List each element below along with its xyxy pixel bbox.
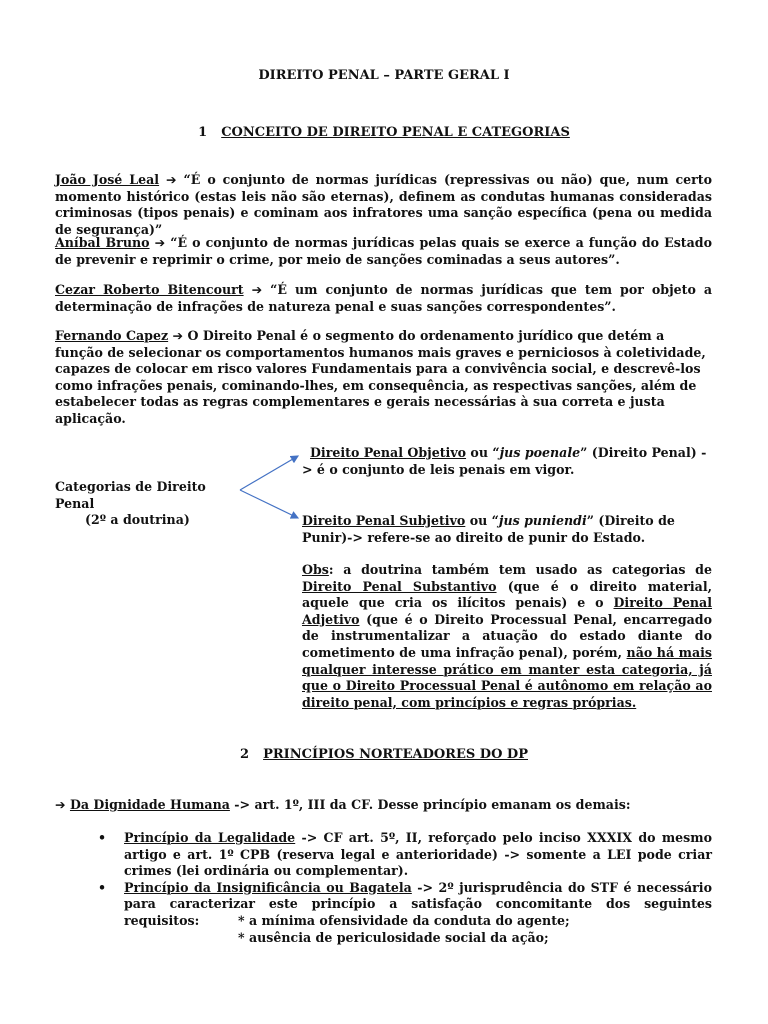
arrow-right-icon: ➔	[166, 172, 177, 187]
subjective-latin-term: jus puniendi	[498, 513, 587, 528]
insignificance-description: -> 2º jurisprudência do STF é necessário para caracterizar este princípio a satisfação concomitante dos seguintes requisitos:	[124, 879, 712, 928]
observation-note	[302, 562, 712, 711]
obs-emphasis: não há mais qualquer interesse prático em manter esta categoria, já que o Direito Processual Penal é autônomo em relação ao direito penal, com princípios e regras próprias.	[302, 644, 712, 710]
subjective-law-description: ” (Direito de Punir)-> refere-se ao direito de punir do Estado.	[302, 513, 675, 545]
subjective-connector: ou “	[465, 513, 499, 528]
obs-term-adjective: Direito Penal Adjetivo	[302, 595, 713, 627]
subjective-law-term: Direito Penal Subjetivo	[302, 513, 466, 528]
bullet-icon: •	[98, 879, 107, 895]
section-2-heading	[0, 747, 768, 764]
categories-label-source: (2º a doutrina)	[85, 512, 190, 528]
bullet-icon: •	[98, 830, 107, 845]
obs-term-substantive: Direito Penal Substantivo	[302, 578, 497, 594]
requirement-item: * ausência de periculosidade social da ação;	[238, 929, 549, 945]
definition-text: O Direito Penal é o segmento do ordenamento jurídico que detém a função de selecionar os comportamentos humanos mais graves e perniciosos à coletividade, capazes de colocar em risco valores Fundamentais para a convivência social, e descrevê-los como infrações penais, cominando-lhes, em consequência, as respectivas sanções, além de estabelecer todas as regras complementares e gerais necessárias à sua correta e justa aplicação.	[55, 328, 706, 426]
author-name: Cezar Roberto Bitencourt	[55, 282, 244, 297]
section-2-number: 2	[240, 747, 250, 762]
category-arrows-diagram	[236, 450, 306, 522]
section-1-title: CONCEITO DE DIREITO PENAL E CATEGORIAS	[221, 125, 570, 140]
definition-bitencourt	[55, 282, 712, 315]
obs-text-3: (que é o Direito Processual Penal, encarregado de instrumentalizar a atuação do estado diante do cometimento de uma infração penal), porém,	[302, 611, 712, 660]
legality-term: Princípio da Legalidade	[124, 830, 296, 845]
definition-text: “É o conjunto de normas jurídicas (repressivas ou não) que, num certo momento histórico (estas leis não são eternas), definem as condutas humanas consideradas criminosas (tipos penais) e cominam aos infratores uma sanção específica (pena ou medida de segurança)”	[55, 172, 713, 237]
definition-leal	[55, 172, 712, 238]
categories-label-title: Categorias de Direito Penal	[55, 479, 206, 511]
arrow-right-icon: ➔	[172, 328, 184, 343]
requirements-list	[55, 913, 712, 946]
list-item	[55, 830, 712, 880]
requirement-item: * a mínima ofensividade da conduta do agente;	[238, 913, 570, 928]
subjective-law-entry	[302, 513, 712, 546]
definition-capez	[55, 328, 715, 428]
arrow-to-objective	[240, 456, 298, 490]
author-name: Fernando Capez	[55, 328, 169, 343]
dignity-principle	[55, 797, 712, 814]
insignificance-term: Princípio da Insignificância ou Bagatela	[124, 879, 412, 895]
categories-label	[55, 479, 240, 529]
obs-label: Obs	[302, 562, 329, 577]
document-title: DIREITO PENAL – PARTE GERAL I	[258, 68, 510, 83]
definition-text: “É um conjunto de normas jurídicas que tem por objeto a determinação de infrações de natureza penal e suas sanções correspondentes”.	[55, 282, 712, 314]
objective-law-description: ” (Direito Penal) -> é o conjunto de leis penais em vigor.	[302, 445, 707, 477]
arrow-right-icon: ➔	[55, 797, 66, 812]
objective-law-term: Direito Penal Objetivo	[310, 445, 467, 460]
definition-text: “É o conjunto de normas jurídicas pelas quais se exerce a função do Estado de prevenir e reprimir o crime, por meio de sanções cominadas a seus autores”.	[55, 235, 712, 267]
definition-bruno	[55, 235, 712, 268]
arrow-right-icon: ➔	[251, 282, 263, 297]
section-1-number: 1	[198, 125, 208, 140]
author-name: Aníbal Bruno	[55, 235, 150, 250]
legality-description: -> CF art. 5º, II, reforçado pelo inciso XXXIX do mesmo artigo e art. 1º CPB (reserva legal e anterioridade) -> somente a LEI pode criar crimes (lei ordinária ou complementar).	[124, 830, 712, 879]
dignity-term: Da Dignidade Humana	[69, 797, 230, 812]
arrow-to-subjective	[240, 490, 298, 518]
obs-text-1: : a doutrina também tem usado as categorias de	[328, 562, 712, 577]
author-name: João José Leal	[55, 172, 160, 187]
obs-text-2: (que é o direito material, aquele que cria os ilícitos penais) e o	[302, 578, 712, 611]
objective-law-entry	[302, 445, 712, 478]
objective-latin-term: jus poenale	[499, 445, 581, 460]
arrow-right-icon: ➔	[154, 235, 166, 250]
section-1-heading	[0, 125, 768, 142]
dignity-description: -> art. 1º, III da CF. Desse princípio emanam os demais:	[229, 797, 631, 812]
section-2-title: PRINCÍPIOS NORTEADORES DO DP	[263, 747, 528, 762]
objective-connector: ou “	[466, 445, 500, 460]
